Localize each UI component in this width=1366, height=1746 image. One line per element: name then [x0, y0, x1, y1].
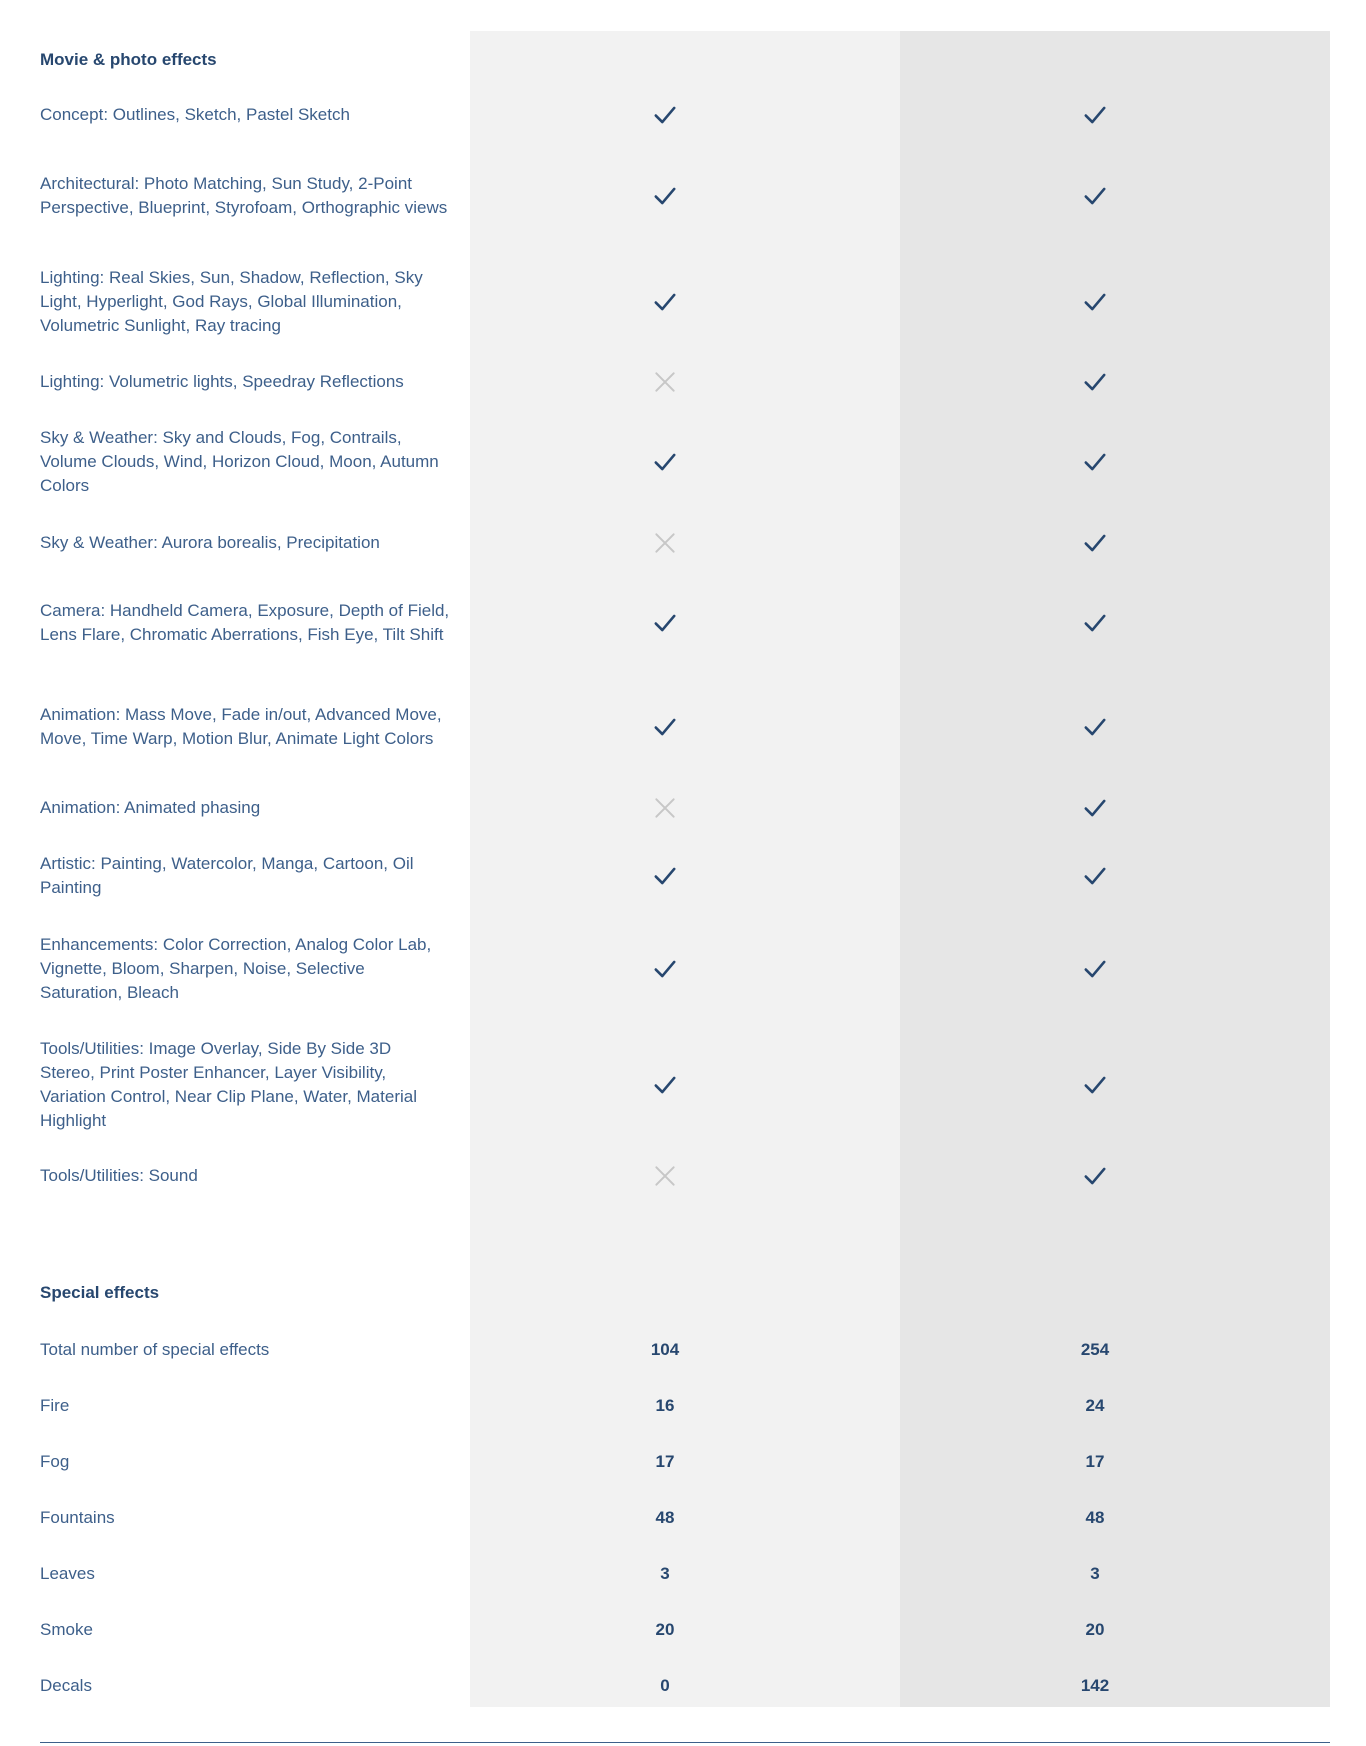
check-icon	[652, 610, 678, 636]
section-title: Special effects	[40, 1283, 160, 1302]
row-label: Fountains	[40, 1508, 115, 1527]
cell-b	[880, 714, 1310, 740]
row-label: Fire	[40, 1396, 70, 1415]
cell-a	[450, 1072, 880, 1098]
table-row	[0, 1546, 1366, 1602]
cell-a-value: 16	[655, 1396, 675, 1415]
check-icon	[1082, 289, 1108, 315]
cell-a	[450, 449, 880, 475]
row-label: Total number of special effects	[40, 1340, 270, 1359]
row-label: Concept: Outlines, Sketch, Pastel Sketch	[40, 105, 350, 124]
row-label: Artistic: Painting, Watercolor, Manga, Cartoon, Oil Painting	[40, 854, 414, 897]
row-label: Fog	[40, 1452, 70, 1471]
cell-a	[450, 863, 880, 889]
cell-a	[450, 369, 880, 395]
check-icon	[652, 956, 678, 982]
cell-b	[880, 449, 1310, 475]
table-row	[0, 1148, 1366, 1204]
table-row	[0, 779, 1366, 836]
cell-b-value: 17	[1085, 1452, 1105, 1471]
cross-icon	[652, 530, 678, 556]
section-spacer	[0, 1204, 1366, 1264]
check-icon	[1082, 530, 1108, 556]
check-icon	[1082, 610, 1108, 636]
check-icon	[1082, 795, 1108, 821]
row-label: Lighting: Volumetric lights, Speedray Reflections	[40, 372, 404, 391]
row-label: Decals	[40, 1676, 92, 1695]
row-label: Tools/Utilities: Image Overlay, Side By Side 3D Stereo, Print Poster Enhancer, Layer Visibility, Variation Control, Near Clip Plane, Water, Material Highlight	[40, 1038, 417, 1130]
comparison-table	[0, 31, 1366, 1714]
check-icon	[652, 863, 678, 889]
table-row	[0, 1378, 1366, 1434]
check-icon	[1082, 1072, 1108, 1098]
row-label: Animation: Animated phasing	[40, 797, 261, 817]
cell-b-value: 48	[1085, 1508, 1105, 1527]
cell-a	[450, 530, 880, 556]
cell-b-value: 24	[1085, 1396, 1105, 1415]
check-icon	[652, 289, 678, 315]
cell-a-value: 17	[655, 1452, 675, 1471]
check-icon	[1082, 1163, 1108, 1189]
cell-a	[450, 1163, 880, 1189]
cell-b-value: 3	[1090, 1564, 1100, 1583]
check-icon	[652, 449, 678, 475]
cell-b	[880, 1163, 1310, 1189]
row-label: Enhancements: Color Correction, Analog Color Lab, Vignette, Bloom, Sharpen, Noise, Selective Saturation, Bleach	[40, 934, 432, 1002]
table-row	[0, 1021, 1366, 1148]
table-row	[0, 1490, 1366, 1546]
cell-b-value: 254	[1080, 1340, 1110, 1359]
cell-b-value: 142	[1080, 1676, 1110, 1695]
table-row	[0, 1434, 1366, 1490]
row-label: Sky & Weather: Aurora borealis, Precipitation	[40, 532, 380, 552]
table-row	[0, 410, 1366, 514]
cross-icon	[652, 795, 678, 821]
cell-b	[880, 795, 1310, 821]
check-icon	[652, 714, 678, 740]
table-row	[0, 141, 1366, 250]
cell-a	[450, 183, 880, 209]
table-row	[0, 836, 1366, 916]
table-row	[0, 514, 1366, 571]
cell-b	[880, 102, 1310, 128]
table-row	[0, 89, 1366, 141]
row-label: Architectural: Photo Matching, Sun Study, 2-Point Perspective, Blueprint, Styrofoam, Orthographic views	[40, 173, 448, 217]
check-icon	[1082, 183, 1108, 209]
section-title: Movie & photo effects	[40, 50, 217, 69]
cell-a	[450, 956, 880, 982]
table-row	[0, 675, 1366, 779]
cell-a	[450, 102, 880, 128]
row-label: Leaves	[40, 1564, 95, 1583]
cross-icon	[652, 369, 678, 395]
cell-a	[450, 610, 880, 636]
section-header	[0, 1264, 1366, 1322]
cell-a-value: 20	[655, 1620, 675, 1639]
cell-a	[450, 289, 880, 315]
cell-b	[880, 1072, 1310, 1098]
cell-b	[880, 183, 1310, 209]
row-label: Lighting: Real Skies, Sun, Shadow, Reflection, Sky Light, Hyperlight, God Rays, Global Illumination, Volumetric Sunlight, Ray tracing	[40, 268, 423, 335]
table-row	[0, 916, 1366, 1021]
cell-b-value: 20	[1085, 1620, 1105, 1639]
row-label: Tools/Utilities: Sound	[40, 1166, 198, 1185]
check-icon	[1082, 863, 1108, 889]
table-row	[0, 571, 1366, 675]
table-row	[0, 1602, 1366, 1658]
cell-b	[880, 956, 1310, 982]
check-icon	[1082, 449, 1108, 475]
cell-b	[880, 289, 1310, 315]
table-row	[0, 1658, 1366, 1714]
row-label: Animation: Mass Move, Fade in/out, Advanced Move, Move, Time Warp, Motion Blur, Animate Light Colors	[40, 705, 442, 748]
row-label: Smoke	[40, 1620, 93, 1639]
table-row	[0, 250, 1366, 354]
check-icon	[1082, 369, 1108, 395]
cell-a-value: 48	[655, 1508, 675, 1527]
cell-b	[880, 530, 1310, 556]
table-row	[0, 354, 1366, 410]
check-icon	[1082, 102, 1108, 128]
check-icon	[652, 183, 678, 209]
row-label: Sky & Weather: Sky and Clouds, Fog, Contrails, Volume Clouds, Wind, Horizon Cloud, Moon, Autumn Colors	[40, 428, 439, 495]
cell-a-value: 104	[650, 1340, 680, 1359]
cell-a-value: 3	[660, 1564, 670, 1583]
check-icon	[652, 1072, 678, 1098]
check-icon	[1082, 956, 1108, 982]
cross-icon	[652, 1163, 678, 1189]
cell-b	[880, 610, 1310, 636]
check-icon	[1082, 714, 1108, 740]
table-row	[0, 1322, 1366, 1378]
bottom-divider	[40, 1742, 1330, 1743]
cell-a	[450, 795, 880, 821]
section-header	[0, 31, 1366, 89]
cell-a	[450, 714, 880, 740]
row-label: Camera: Handheld Camera, Exposure, Depth of Field, Lens Flare, Chromatic Aberrations, Fish Eye, Tilt Shift	[40, 601, 450, 644]
cell-b	[880, 369, 1310, 395]
cell-a-value: 0	[660, 1676, 670, 1695]
check-icon	[652, 102, 678, 128]
cell-b	[880, 863, 1310, 889]
